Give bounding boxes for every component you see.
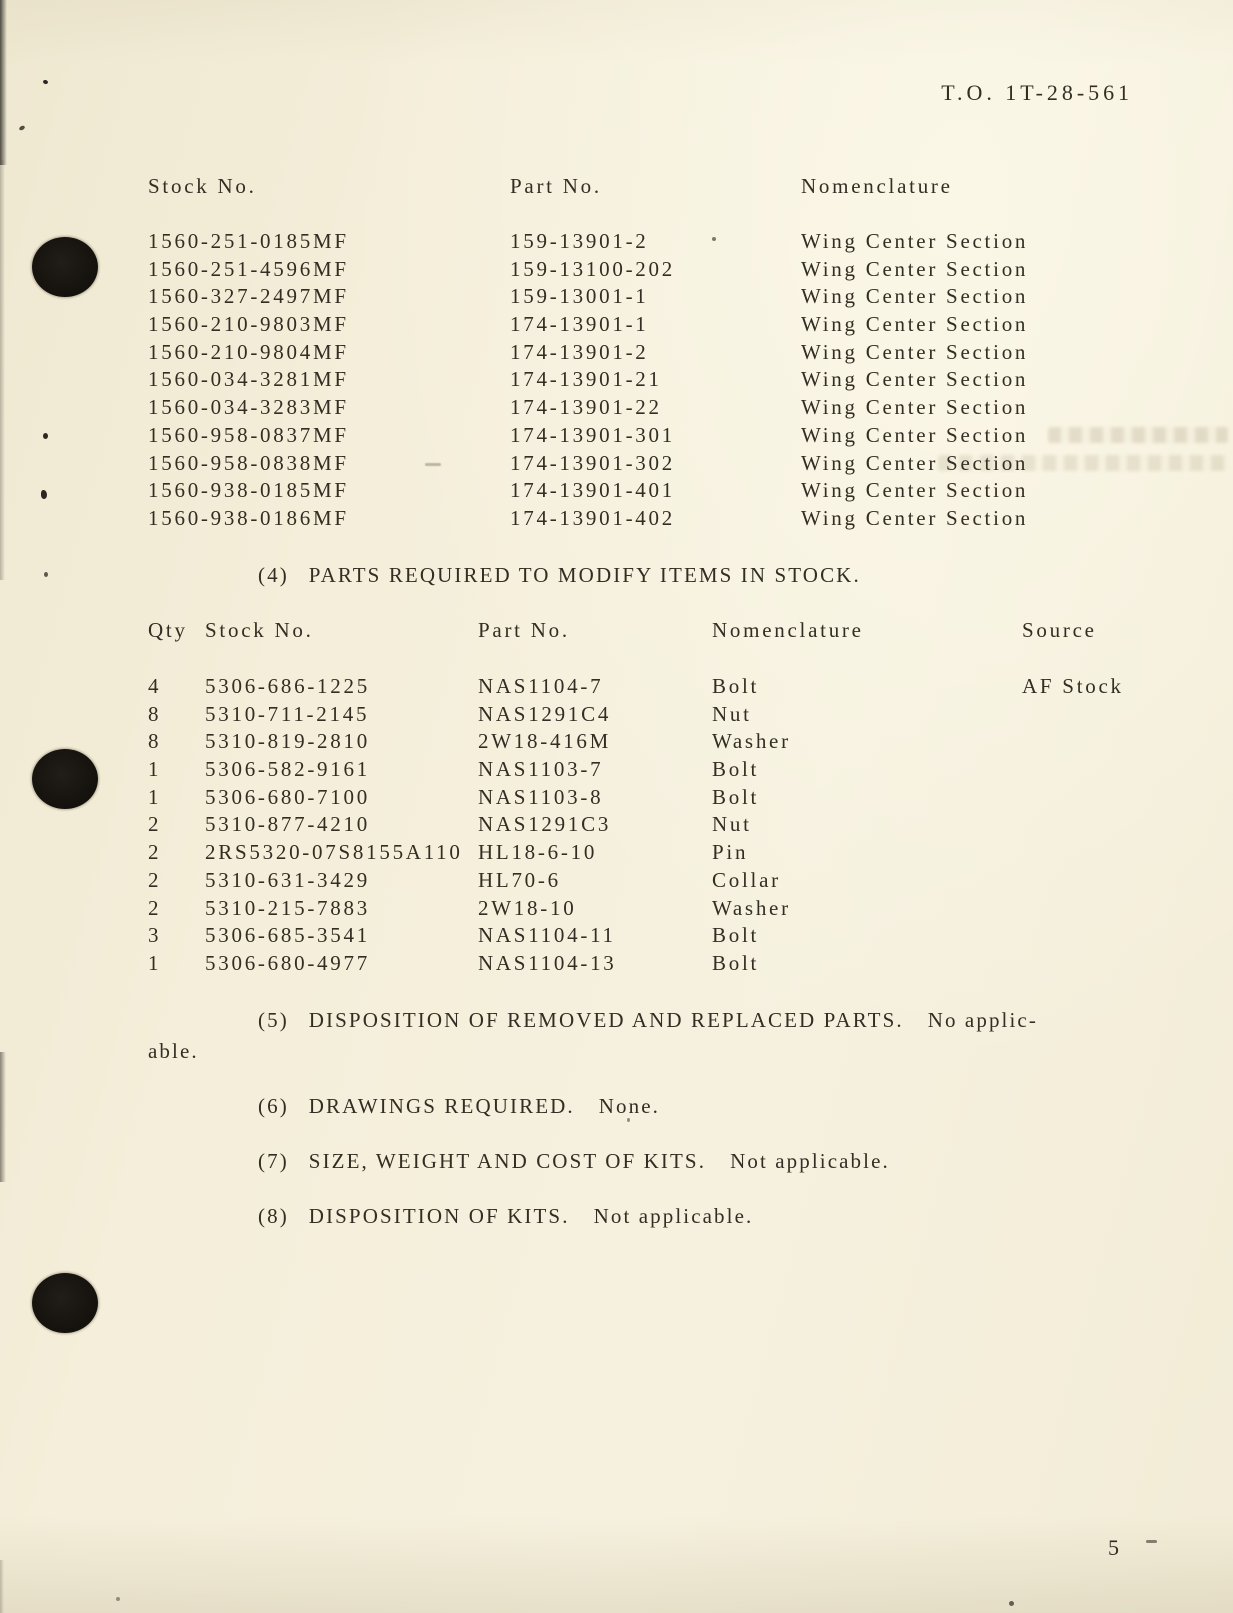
stock-no-cell: 1560-327-2497MF xyxy=(148,284,349,309)
qty-cell: 3 xyxy=(148,923,162,948)
qty-cell: 2 xyxy=(148,812,162,837)
nomenclature-cell: Wing Center Section xyxy=(801,505,1029,530)
qty-cell: 2 xyxy=(148,840,162,865)
part-no-cell: NAS1104-7 xyxy=(478,674,604,698)
stock-no-cell: 1560-958-0838MF xyxy=(148,450,349,475)
punch-hole xyxy=(32,237,98,297)
source-cell: AF Stock xyxy=(1022,674,1124,698)
part-no-cell: 174-13901-401 xyxy=(510,478,675,503)
scan-speck xyxy=(41,490,47,499)
table-row xyxy=(148,811,1192,839)
paragraph-7 xyxy=(148,1149,890,1174)
nomenclature-cell: Wing Center Section xyxy=(801,478,1029,503)
part-no-cell: 2W18-10 xyxy=(478,895,577,920)
qty-cell: 1 xyxy=(148,950,162,975)
modify-parts-table-header xyxy=(148,618,1192,643)
table-row xyxy=(148,256,1141,284)
nomenclature-cell: Pin xyxy=(712,840,749,865)
column-header-stock-no: Stock No. xyxy=(205,618,314,642)
page-number: 5 xyxy=(1108,1535,1121,1560)
section-4-heading xyxy=(148,563,861,588)
part-no-cell: NAS1104-13 xyxy=(478,950,617,975)
stock-no-cell: 5310-877-4210 xyxy=(205,812,370,837)
nomenclature-cell: Wing Center Section xyxy=(801,395,1029,420)
paragraph-5 xyxy=(148,1008,1038,1033)
stock-no-cell: 5310-819-2810 xyxy=(205,729,370,754)
table-row xyxy=(148,728,1192,756)
part-no-cell: 174-13901-21 xyxy=(510,367,662,392)
nomenclature-cell: Bolt xyxy=(712,784,760,809)
column-header-nomenclature: Nomenclature xyxy=(801,174,953,198)
nomenclature-cell: Washer xyxy=(712,895,791,920)
column-header-nomenclature: Nomenclature xyxy=(712,618,864,642)
qty-cell: 1 xyxy=(148,757,162,782)
part-no-cell: 174-13901-1 xyxy=(510,312,649,337)
table-row xyxy=(148,422,1141,450)
nomenclature-cell: Wing Center Section xyxy=(801,229,1029,253)
table-row xyxy=(148,950,1192,978)
part-no-cell: 174-13901-301 xyxy=(510,422,675,447)
stock-no-cell: 5306-685-3541 xyxy=(205,923,370,948)
paragraph-6 xyxy=(148,1094,660,1119)
nomenclature-cell: Bolt xyxy=(712,923,760,948)
paragraph-heading: SIZE, WEIGHT AND COST OF KITS. xyxy=(308,1149,707,1173)
paragraph-label: (7) xyxy=(258,1149,289,1173)
paragraph-5-continuation: able. xyxy=(148,1039,199,1063)
stock-no-cell: 5310-711-2145 xyxy=(205,701,370,726)
table-row xyxy=(148,477,1141,505)
nomenclature-cell: Wing Center Section xyxy=(801,422,1029,447)
part-no-cell: 174-13901-2 xyxy=(510,339,649,364)
table-row xyxy=(148,867,1192,895)
table-row xyxy=(148,756,1192,784)
table-row xyxy=(148,895,1192,923)
stock-no-cell: 1560-938-0186MF xyxy=(148,505,349,530)
scan-edge-artifact xyxy=(0,1560,4,1613)
scan-edge-artifact xyxy=(0,160,5,580)
stock-no-cell: 1560-034-3281MF xyxy=(148,367,349,392)
paragraph-text: None. xyxy=(598,1094,660,1118)
paragraph-text: Not applicable. xyxy=(593,1204,754,1228)
nomenclature-cell: Nut xyxy=(712,812,752,837)
part-no-cell: 159-13001-1 xyxy=(510,284,649,309)
qty-cell: 4 xyxy=(148,674,162,698)
scan-speck xyxy=(44,572,48,577)
table-row xyxy=(148,673,1192,701)
table-row xyxy=(148,283,1141,311)
qty-cell: 1 xyxy=(148,784,162,809)
technical-order-number: T.O. 1T-28-561 xyxy=(941,80,1133,105)
qty-cell: 8 xyxy=(148,729,162,754)
part-no-cell: HL70-6 xyxy=(478,867,561,892)
nomenclature-cell: Washer xyxy=(712,729,791,754)
stock-no-cell: 1560-251-4596MF xyxy=(148,256,349,281)
nomenclature-cell: Wing Center Section xyxy=(801,339,1029,364)
scan-speck xyxy=(42,79,48,84)
paragraph-label: (6) xyxy=(258,1094,289,1118)
stock-no-cell: 1560-034-3283MF xyxy=(148,395,349,420)
stock-table-header xyxy=(148,174,1141,199)
paragraph-text: No applic- xyxy=(927,1008,1038,1032)
stock-no-cell: 1560-938-0185MF xyxy=(148,478,349,503)
table-row xyxy=(148,339,1141,367)
table-row xyxy=(148,450,1141,478)
stock-no-cell: 1560-958-0837MF xyxy=(148,422,349,447)
section-title: PARTS REQUIRED TO MODIFY ITEMS IN STOCK. xyxy=(308,563,861,587)
part-no-cell: 159-13901-2 xyxy=(510,229,649,253)
part-no-cell: NAS1103-7 xyxy=(478,757,604,782)
part-no-cell: 174-13901-22 xyxy=(510,395,662,420)
scan-speck xyxy=(116,1597,120,1601)
table-row xyxy=(148,922,1192,950)
stock-no-cell: 2RS5320-07S8155A110 xyxy=(205,840,463,865)
part-no-cell: 159-13100-202 xyxy=(510,256,675,281)
nomenclature-cell: Wing Center Section xyxy=(801,312,1029,337)
stock-no-cell: 5310-215-7883 xyxy=(205,895,370,920)
part-no-cell: NAS1103-8 xyxy=(478,784,604,809)
paragraph-heading: DISPOSITION OF KITS. xyxy=(308,1204,570,1228)
column-header-part-no: Part No. xyxy=(478,618,570,642)
qty-cell: 2 xyxy=(148,867,162,892)
nomenclature-cell: Nut xyxy=(712,701,752,726)
stock-no-cell: 1560-210-9803MF xyxy=(148,312,349,337)
column-header-qty: Qty xyxy=(148,618,188,642)
scan-edge-artifact xyxy=(0,0,7,165)
part-no-cell: 174-13901-302 xyxy=(510,450,675,475)
table-row xyxy=(148,394,1141,422)
table-row xyxy=(148,366,1141,394)
scan-speck xyxy=(18,125,25,131)
paragraph-text: Not applicable. xyxy=(730,1149,890,1173)
nomenclature-cell: Bolt xyxy=(712,674,760,698)
stock-no-cell: 5310-631-3429 xyxy=(205,867,370,892)
nomenclature-cell: Wing Center Section xyxy=(801,450,1029,475)
table-row xyxy=(148,701,1192,729)
scan-edge-artifact xyxy=(0,1052,6,1182)
paragraph-heading: DRAWINGS REQUIRED. xyxy=(308,1094,575,1118)
scan-speck xyxy=(1146,1540,1157,1543)
punch-hole xyxy=(32,749,98,809)
stock-no-cell: 5306-680-4977 xyxy=(205,950,370,975)
stock-no-cell: 5306-582-9161 xyxy=(205,757,370,782)
column-header-stock-no: Stock No. xyxy=(148,174,257,198)
part-no-cell: NAS1291C4 xyxy=(478,701,612,726)
nomenclature-cell: Bolt xyxy=(712,950,760,975)
stock-table-body xyxy=(148,228,1141,533)
stock-no-cell: 1560-251-0185MF xyxy=(148,229,349,253)
stock-no-cell: 5306-680-7100 xyxy=(205,784,370,809)
table-row xyxy=(148,839,1192,867)
modify-parts-table-body xyxy=(148,673,1192,978)
table-row xyxy=(148,784,1192,812)
table-row xyxy=(148,228,1141,256)
stock-no-cell: 1560-210-9804MF xyxy=(148,339,349,364)
paragraph-label: (5) xyxy=(258,1008,289,1032)
scan-speck xyxy=(43,433,48,439)
nomenclature-cell: Wing Center Section xyxy=(801,284,1029,309)
qty-cell: 8 xyxy=(148,701,162,726)
stock-no-cell: 5306-686-1225 xyxy=(205,674,370,698)
nomenclature-cell: Bolt xyxy=(712,757,760,782)
table-row xyxy=(148,505,1141,533)
scan-speck xyxy=(1009,1601,1014,1606)
paragraph-label: (8) xyxy=(258,1204,289,1228)
nomenclature-cell: Collar xyxy=(712,867,781,892)
nomenclature-cell: Wing Center Section xyxy=(801,367,1029,392)
part-no-cell: NAS1104-11 xyxy=(478,923,616,948)
table-row xyxy=(148,311,1141,339)
paragraph-8 xyxy=(148,1204,753,1229)
section-label: (4) xyxy=(258,563,289,587)
punch-hole xyxy=(32,1273,98,1333)
part-no-cell: 174-13901-402 xyxy=(510,505,675,530)
part-no-cell: HL18-6-10 xyxy=(478,840,598,865)
column-header-source: Source xyxy=(1022,618,1097,642)
nomenclature-cell: Wing Center Section xyxy=(801,256,1029,281)
part-no-cell: 2W18-416M xyxy=(478,729,612,754)
qty-cell: 2 xyxy=(148,895,162,920)
paragraph-heading: DISPOSITION OF REMOVED AND REPLACED PARTS. xyxy=(308,1008,904,1032)
part-no-cell: NAS1291C3 xyxy=(478,812,612,837)
column-header-part-no: Part No. xyxy=(510,174,602,198)
